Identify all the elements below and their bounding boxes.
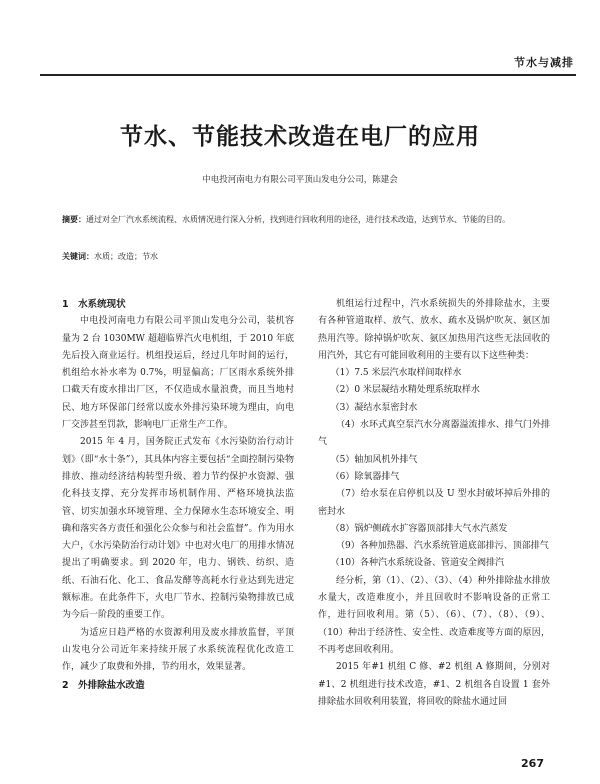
section-1-heading: 1 水系统现状 bbox=[62, 299, 126, 310]
list-item: （6）除氧器排气 bbox=[330, 471, 400, 482]
paragraph: 中电投河南电力有限公司平顶山发电分公司，装机容量为 2 台 1030MW 超超临界汽火电机组，于 2010 年底先后投入商业运行。机组投运后，经过几年时间的运行，机组给水补水率为 0.7%，明显偏高；厂区雨水系统外排口截天有废水排出厂区，不仅造成水量浪费，而且当地村民、地方环保部门经常以废水外排污染环境为理由，向电厂交涉甚至罚款，影响电厂正常生产工作。 bbox=[62, 316, 294, 431]
abstract-text: 通过对全厂汽水系统流程、水质情况进行深入分析，找到进行回收利用的途径，进行技术改造，达到节水、节能的目的。 bbox=[86, 215, 510, 224]
list-item: （7）给水泵在启停机以及 U 型水封破坏掉后外排的密封水 bbox=[318, 489, 550, 517]
list-item: （2）0 米层凝结水精处理系统取样水 bbox=[330, 385, 480, 396]
paragraph: 2015 年#1 机组 C 修、#2 机组 A 修期间，分别对#1、2 机组进行技术改造，#1、2 机组各自设置 1 套外排除盐水回收利用装置，将回收的除盐水通过回 bbox=[318, 662, 550, 707]
keywords bbox=[62, 251, 550, 262]
header-rule bbox=[40, 74, 576, 76]
left-column bbox=[62, 296, 294, 694]
paragraph: 2015 年 4 月，国务院正式发布《水污染防治行动计划》（即“水十条”），其具体内容主要包括“全面控制污染物排放、推动经济结构转型升级、着力节约保护水资源、强化科技支撑、充分发挥市场机制作用、严格环境执法监管、切实加强水环境管理、全力保障水生态环境安全、明确和落实各方责任和强化公众参与和社会监督”。作为用水大户，《水污染防治行动计划》中也对火电厂的用排水情况提出了明确要求。到 2020 年，电力、钢铁、纺织、造纸、石油石化、化工、食品发酵等高耗水行业达到先进定额标准。在此条件下，火电厂节水、控制污染物排放已成为今后一阶段的重要工作。 bbox=[62, 437, 294, 621]
list-item: （8）锅炉侧疏水扩容器顶部排大气水汽蒸发 bbox=[330, 523, 508, 534]
list-item: （1）7.5 米层汽水取样间取样水 bbox=[330, 368, 462, 379]
author-line: 中电投河南电力有限公司平顶山发电分公司，陈建会 bbox=[202, 175, 398, 185]
list-item: （3）凝结水泵密封水 bbox=[330, 402, 418, 413]
keywords-text: 水质；改造；节水 bbox=[94, 252, 158, 261]
list-item: （9）各种加热器、汽水系统管道底部排污、顶部排气 bbox=[336, 541, 549, 552]
list-item: （4）水环式真空泵汽水分离器溢流排水、排气门外排气 bbox=[318, 420, 550, 448]
list-item: （5）轴加风机外排气 bbox=[330, 454, 418, 465]
section-tag: 节水与减排 bbox=[514, 56, 574, 69]
article-title: 节水、节能技术改造在电厂的应用 bbox=[120, 124, 480, 150]
paragraph: 机组运行过程中，汽水系统损失的外排除盐水，主要有各种管道取样、放气、放水、疏水及锅炉吹灰、氨区加热用汽等。除掉锅炉吹灰、氨区加热用汽这些无法回收的用汽外，其它有可能回收利用的主要有以下这些种类： bbox=[318, 299, 550, 361]
paragraph: 经分析，第（1）、（2）、（3）、（4）种外排除盐水排放水量大，改造难度小，并且回收时不影响设备的正常工作，进行回收利用。第（5）、（6）、（7）、（8）、（9）、（10）种出于经济性、安全性、改造难度等方面的原因，不再考虑回收利用。 bbox=[318, 575, 550, 655]
abstract-label: 摘要： bbox=[62, 215, 86, 224]
paragraph: 为适应日趋严格的水资源利用及废水排放监督，平顶山发电分公司近年来持续开展了水系统流程优化改造工作，减少了取费和外排，节约用水，效果显著。 bbox=[62, 627, 294, 673]
abstract bbox=[62, 212, 550, 227]
page-number: 267 bbox=[521, 757, 544, 770]
list-item: （10）各种汽水系统设备、管道安全阀排汽 bbox=[330, 558, 505, 569]
section-2-heading: 2 外排除盐水改造 bbox=[62, 679, 145, 691]
right-column bbox=[318, 296, 550, 711]
keywords-label: 关键词： bbox=[62, 252, 94, 261]
